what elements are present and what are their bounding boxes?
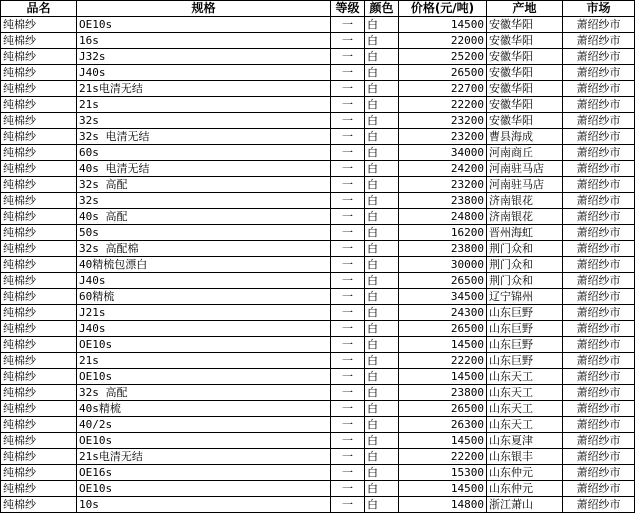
cell-price: 22200 bbox=[399, 97, 487, 113]
cell-name: 纯棉纱 bbox=[1, 33, 77, 49]
cell-price: 25200 bbox=[399, 49, 487, 65]
table-row bbox=[1, 17, 635, 33]
cell-name: 纯棉纱 bbox=[1, 241, 77, 257]
table-row bbox=[1, 433, 635, 449]
cell-color: 白 bbox=[365, 289, 399, 305]
cell-name: 纯棉纱 bbox=[1, 193, 77, 209]
cell-grade: 一 bbox=[331, 145, 365, 161]
cell-spec: 50s bbox=[77, 225, 331, 241]
cell-spec: OE10s bbox=[77, 17, 331, 33]
cell-name: 纯棉纱 bbox=[1, 161, 77, 177]
cell-color: 白 bbox=[365, 129, 399, 145]
cell-price: 26500 bbox=[399, 321, 487, 337]
cell-color: 白 bbox=[365, 193, 399, 209]
cell-origin: 山东巨野 bbox=[487, 337, 563, 353]
cell-market: 萧绍纱市 bbox=[563, 401, 635, 417]
cell-origin: 山东仲元 bbox=[487, 465, 563, 481]
cell-name: 纯棉纱 bbox=[1, 289, 77, 305]
cell-name: 纯棉纱 bbox=[1, 465, 77, 481]
cell-grade: 一 bbox=[331, 369, 365, 385]
cell-price: 16200 bbox=[399, 225, 487, 241]
table-row bbox=[1, 225, 635, 241]
cell-color: 白 bbox=[365, 113, 399, 129]
cell-name: 纯棉纱 bbox=[1, 97, 77, 113]
cell-color: 白 bbox=[365, 353, 399, 369]
cell-spec: J40s bbox=[77, 273, 331, 289]
cell-origin: 山东天工 bbox=[487, 369, 563, 385]
cell-market: 萧绍纱市 bbox=[563, 369, 635, 385]
cell-origin: 山东天工 bbox=[487, 417, 563, 433]
cell-price: 34000 bbox=[399, 145, 487, 161]
cell-color: 白 bbox=[365, 81, 399, 97]
cell-grade: 一 bbox=[331, 129, 365, 145]
cell-spec: OE10s bbox=[77, 337, 331, 353]
cell-origin: 荆门众和 bbox=[487, 241, 563, 257]
cell-origin: 安徽华阳 bbox=[487, 113, 563, 129]
cell-origin: 山东银丰 bbox=[487, 449, 563, 465]
table-row bbox=[1, 33, 635, 49]
header-color: 颜色 bbox=[365, 1, 399, 17]
cell-market: 萧绍纱市 bbox=[563, 305, 635, 321]
header-market: 市场 bbox=[563, 1, 635, 17]
cell-spec: OE16s bbox=[77, 465, 331, 481]
cell-origin: 河南商丘 bbox=[487, 145, 563, 161]
table-row bbox=[1, 385, 635, 401]
table-row bbox=[1, 449, 635, 465]
cell-spec: 21s bbox=[77, 97, 331, 113]
cell-color: 白 bbox=[365, 481, 399, 497]
cell-origin: 安徽华阳 bbox=[487, 17, 563, 33]
cell-origin: 山东巨野 bbox=[487, 353, 563, 369]
table-row bbox=[1, 129, 635, 145]
cell-origin: 河南驻马店 bbox=[487, 177, 563, 193]
cell-color: 白 bbox=[365, 177, 399, 193]
cell-price: 14500 bbox=[399, 481, 487, 497]
cell-grade: 一 bbox=[331, 433, 365, 449]
cell-spec: J21s bbox=[77, 305, 331, 321]
table-row bbox=[1, 161, 635, 177]
cell-grade: 一 bbox=[331, 113, 365, 129]
table-row bbox=[1, 113, 635, 129]
cell-spec: OE10s bbox=[77, 481, 331, 497]
cell-grade: 一 bbox=[331, 17, 365, 33]
cell-price: 24800 bbox=[399, 209, 487, 225]
cell-color: 白 bbox=[365, 321, 399, 337]
cell-color: 白 bbox=[365, 369, 399, 385]
cell-name: 纯棉纱 bbox=[1, 81, 77, 97]
cell-market: 萧绍纱市 bbox=[563, 97, 635, 113]
cell-price: 26500 bbox=[399, 273, 487, 289]
cell-grade: 一 bbox=[331, 193, 365, 209]
cell-market: 萧绍纱市 bbox=[563, 33, 635, 49]
cell-spec: 40s 高配 bbox=[77, 209, 331, 225]
cell-grade: 一 bbox=[331, 241, 365, 257]
cell-origin: 安徽华阳 bbox=[487, 33, 563, 49]
header-name: 品名 bbox=[1, 1, 77, 17]
cell-market: 萧绍纱市 bbox=[563, 113, 635, 129]
cell-market: 萧绍纱市 bbox=[563, 465, 635, 481]
cell-price: 26500 bbox=[399, 65, 487, 81]
cell-market: 萧绍纱市 bbox=[563, 497, 635, 513]
cell-grade: 一 bbox=[331, 209, 365, 225]
cell-origin: 山东巨野 bbox=[487, 305, 563, 321]
cell-name: 纯棉纱 bbox=[1, 273, 77, 289]
table-row bbox=[1, 465, 635, 481]
cell-price: 22200 bbox=[399, 449, 487, 465]
cell-spec: 21s bbox=[77, 353, 331, 369]
cell-origin: 安徽华阳 bbox=[487, 81, 563, 97]
table-row bbox=[1, 401, 635, 417]
cell-color: 白 bbox=[365, 17, 399, 33]
cell-market: 萧绍纱市 bbox=[563, 241, 635, 257]
cell-name: 纯棉纱 bbox=[1, 177, 77, 193]
cell-origin: 山东夏津 bbox=[487, 433, 563, 449]
cell-name: 纯棉纱 bbox=[1, 129, 77, 145]
cell-color: 白 bbox=[365, 97, 399, 113]
cell-origin: 济南银花 bbox=[487, 209, 563, 225]
cell-color: 白 bbox=[365, 449, 399, 465]
cell-color: 白 bbox=[365, 145, 399, 161]
cell-color: 白 bbox=[365, 385, 399, 401]
cell-grade: 一 bbox=[331, 401, 365, 417]
cell-spec: 21s电清无结 bbox=[77, 81, 331, 97]
table-row bbox=[1, 353, 635, 369]
cell-color: 白 bbox=[365, 465, 399, 481]
cell-origin: 山东天工 bbox=[487, 401, 563, 417]
header-price: 价格(元/吨) bbox=[399, 1, 487, 17]
table-row bbox=[1, 193, 635, 209]
cell-color: 白 bbox=[365, 161, 399, 177]
cell-grade: 一 bbox=[331, 305, 365, 321]
cell-price: 26500 bbox=[399, 401, 487, 417]
cell-spec: 32s 高配 bbox=[77, 385, 331, 401]
cell-origin: 辽宁锦州 bbox=[487, 289, 563, 305]
cell-price: 22000 bbox=[399, 33, 487, 49]
cell-market: 萧绍纱市 bbox=[563, 257, 635, 273]
cell-grade: 一 bbox=[331, 417, 365, 433]
cell-market: 萧绍纱市 bbox=[563, 337, 635, 353]
cell-market: 萧绍纱市 bbox=[563, 449, 635, 465]
cell-color: 白 bbox=[365, 337, 399, 353]
cell-name: 纯棉纱 bbox=[1, 497, 77, 513]
header-origin: 产地 bbox=[487, 1, 563, 17]
cell-spec: 32s bbox=[77, 193, 331, 209]
cell-grade: 一 bbox=[331, 385, 365, 401]
cell-name: 纯棉纱 bbox=[1, 337, 77, 353]
cell-price: 14500 bbox=[399, 369, 487, 385]
header-spec: 规格 bbox=[77, 1, 331, 17]
cell-grade: 一 bbox=[331, 337, 365, 353]
table-row bbox=[1, 241, 635, 257]
cell-origin: 山东仲元 bbox=[487, 481, 563, 497]
cell-spec: 40/2s bbox=[77, 417, 331, 433]
cell-spec: 60s bbox=[77, 145, 331, 161]
cell-grade: 一 bbox=[331, 97, 365, 113]
cell-price: 23200 bbox=[399, 113, 487, 129]
table-row bbox=[1, 209, 635, 225]
cell-origin: 安徽华阳 bbox=[487, 97, 563, 113]
cell-origin: 安徽华阳 bbox=[487, 65, 563, 81]
cell-color: 白 bbox=[365, 305, 399, 321]
table-row bbox=[1, 65, 635, 81]
cell-grade: 一 bbox=[331, 481, 365, 497]
cell-color: 白 bbox=[365, 417, 399, 433]
cell-name: 纯棉纱 bbox=[1, 481, 77, 497]
cell-name: 纯棉纱 bbox=[1, 321, 77, 337]
cell-market: 萧绍纱市 bbox=[563, 177, 635, 193]
table-row bbox=[1, 497, 635, 513]
cell-spec: 32s 高配棉 bbox=[77, 241, 331, 257]
cell-price: 23800 bbox=[399, 241, 487, 257]
cell-grade: 一 bbox=[331, 465, 365, 481]
cell-price: 34500 bbox=[399, 289, 487, 305]
cell-spec: J32s bbox=[77, 49, 331, 65]
table-row bbox=[1, 481, 635, 497]
table-row bbox=[1, 337, 635, 353]
table-row bbox=[1, 145, 635, 161]
table-row bbox=[1, 177, 635, 193]
cell-name: 纯棉纱 bbox=[1, 49, 77, 65]
cell-market: 萧绍纱市 bbox=[563, 81, 635, 97]
cell-origin: 山东天工 bbox=[487, 385, 563, 401]
cell-name: 纯棉纱 bbox=[1, 369, 77, 385]
cell-price: 24300 bbox=[399, 305, 487, 321]
cell-market: 萧绍纱市 bbox=[563, 273, 635, 289]
cell-price: 23200 bbox=[399, 177, 487, 193]
cell-origin: 曹县海成 bbox=[487, 129, 563, 145]
cell-origin: 荆门众和 bbox=[487, 257, 563, 273]
table-row bbox=[1, 289, 635, 305]
table-row bbox=[1, 81, 635, 97]
cell-color: 白 bbox=[365, 401, 399, 417]
cell-market: 萧绍纱市 bbox=[563, 49, 635, 65]
cell-price: 22200 bbox=[399, 353, 487, 369]
cell-name: 纯棉纱 bbox=[1, 305, 77, 321]
cell-spec: 40s精梳 bbox=[77, 401, 331, 417]
header-row bbox=[1, 1, 635, 17]
cell-grade: 一 bbox=[331, 497, 365, 513]
table-row bbox=[1, 417, 635, 433]
cell-price: 23800 bbox=[399, 385, 487, 401]
cell-name: 纯棉纱 bbox=[1, 65, 77, 81]
cell-grade: 一 bbox=[331, 449, 365, 465]
cell-price: 14500 bbox=[399, 433, 487, 449]
cell-name: 纯棉纱 bbox=[1, 225, 77, 241]
cell-price: 14500 bbox=[399, 17, 487, 33]
cell-spec: 60精梳 bbox=[77, 289, 331, 305]
cell-origin: 山东巨野 bbox=[487, 321, 563, 337]
cell-spec: 21s电清无结 bbox=[77, 449, 331, 465]
cell-price: 24200 bbox=[399, 161, 487, 177]
cell-grade: 一 bbox=[331, 161, 365, 177]
cell-market: 萧绍纱市 bbox=[563, 385, 635, 401]
cell-spec: 32s 高配 bbox=[77, 177, 331, 193]
cell-grade: 一 bbox=[331, 65, 365, 81]
table-body bbox=[1, 17, 635, 513]
table-row bbox=[1, 49, 635, 65]
cell-grade: 一 bbox=[331, 177, 365, 193]
table-row bbox=[1, 97, 635, 113]
cell-color: 白 bbox=[365, 209, 399, 225]
table-row bbox=[1, 305, 635, 321]
cell-origin: 浙江萧山 bbox=[487, 497, 563, 513]
cell-market: 萧绍纱市 bbox=[563, 193, 635, 209]
cell-market: 萧绍纱市 bbox=[563, 145, 635, 161]
cell-grade: 一 bbox=[331, 321, 365, 337]
cell-name: 纯棉纱 bbox=[1, 145, 77, 161]
cell-market: 萧绍纱市 bbox=[563, 353, 635, 369]
cell-price: 26300 bbox=[399, 417, 487, 433]
cell-name: 纯棉纱 bbox=[1, 17, 77, 33]
cell-color: 白 bbox=[365, 273, 399, 289]
cell-market: 萧绍纱市 bbox=[563, 481, 635, 497]
cell-name: 纯棉纱 bbox=[1, 449, 77, 465]
cell-name: 纯棉纱 bbox=[1, 209, 77, 225]
cell-grade: 一 bbox=[331, 33, 365, 49]
cell-color: 白 bbox=[365, 49, 399, 65]
cell-spec: J40s bbox=[77, 65, 331, 81]
cell-spec: 32s 电清无结 bbox=[77, 129, 331, 145]
cell-price: 22700 bbox=[399, 81, 487, 97]
cell-name: 纯棉纱 bbox=[1, 353, 77, 369]
cell-name: 纯棉纱 bbox=[1, 417, 77, 433]
cell-market: 萧绍纱市 bbox=[563, 65, 635, 81]
cell-market: 萧绍纱市 bbox=[563, 433, 635, 449]
cell-price: 15300 bbox=[399, 465, 487, 481]
table-row bbox=[1, 321, 635, 337]
cell-market: 萧绍纱市 bbox=[563, 129, 635, 145]
cell-name: 纯棉纱 bbox=[1, 401, 77, 417]
header-grade: 等级 bbox=[331, 1, 365, 17]
cell-spec: 40精梳包漂白 bbox=[77, 257, 331, 273]
cell-market: 萧绍纱市 bbox=[563, 417, 635, 433]
cell-spec: J40s bbox=[77, 321, 331, 337]
cell-color: 白 bbox=[365, 241, 399, 257]
cell-grade: 一 bbox=[331, 353, 365, 369]
cell-spec: OE10s bbox=[77, 433, 331, 449]
cell-spec: OE10s bbox=[77, 369, 331, 385]
cell-grade: 一 bbox=[331, 273, 365, 289]
cell-origin: 安徽华阳 bbox=[487, 49, 563, 65]
cell-name: 纯棉纱 bbox=[1, 385, 77, 401]
cell-price: 14800 bbox=[399, 497, 487, 513]
cell-market: 萧绍纱市 bbox=[563, 17, 635, 33]
cell-price: 14500 bbox=[399, 337, 487, 353]
cell-color: 白 bbox=[365, 497, 399, 513]
cell-origin: 晋州海虹 bbox=[487, 225, 563, 241]
cell-market: 萧绍纱市 bbox=[563, 225, 635, 241]
cell-origin: 济南银花 bbox=[487, 193, 563, 209]
cell-grade: 一 bbox=[331, 289, 365, 305]
cell-spec: 10s bbox=[77, 497, 331, 513]
cell-color: 白 bbox=[365, 225, 399, 241]
cell-price: 23200 bbox=[399, 129, 487, 145]
cell-market: 萧绍纱市 bbox=[563, 321, 635, 337]
cell-color: 白 bbox=[365, 65, 399, 81]
cell-spec: 16s bbox=[77, 33, 331, 49]
cell-name: 纯棉纱 bbox=[1, 433, 77, 449]
cell-name: 纯棉纱 bbox=[1, 113, 77, 129]
table-row bbox=[1, 257, 635, 273]
cell-market: 萧绍纱市 bbox=[563, 161, 635, 177]
cell-market: 萧绍纱市 bbox=[563, 209, 635, 225]
cell-color: 白 bbox=[365, 433, 399, 449]
cell-origin: 荆门众和 bbox=[487, 273, 563, 289]
cell-grade: 一 bbox=[331, 81, 365, 97]
cell-color: 白 bbox=[365, 257, 399, 273]
cell-grade: 一 bbox=[331, 49, 365, 65]
cell-price: 23800 bbox=[399, 193, 487, 209]
cell-origin: 河南驻马店 bbox=[487, 161, 563, 177]
table-row bbox=[1, 369, 635, 385]
cell-color: 白 bbox=[365, 33, 399, 49]
cell-spec: 32s bbox=[77, 113, 331, 129]
cell-price: 30000 bbox=[399, 257, 487, 273]
cell-spec: 40s 电清无结 bbox=[77, 161, 331, 177]
table-row bbox=[1, 273, 635, 289]
cell-grade: 一 bbox=[331, 257, 365, 273]
cell-grade: 一 bbox=[331, 225, 365, 241]
cell-market: 萧绍纱市 bbox=[563, 289, 635, 305]
cell-name: 纯棉纱 bbox=[1, 257, 77, 273]
